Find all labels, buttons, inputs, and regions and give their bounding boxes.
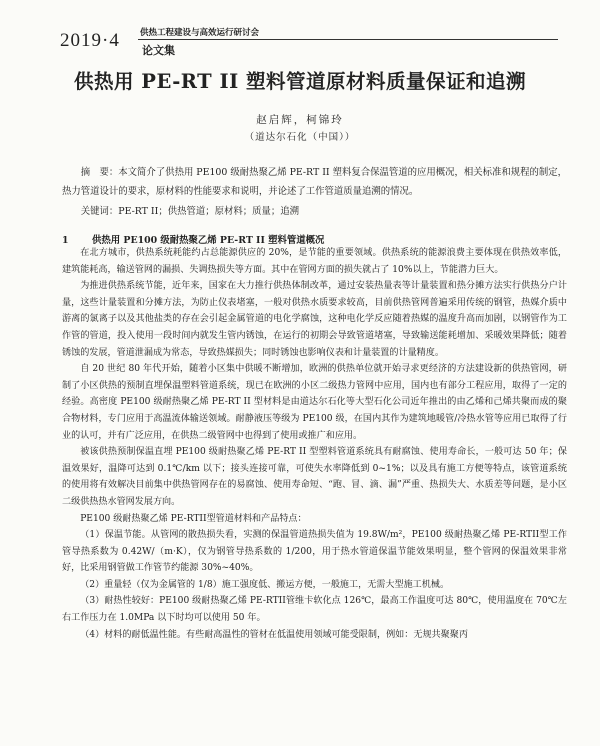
section-title: 供热用 PE100 级耐热聚乙烯 PE-RT II 塑料管道概况 [92, 235, 325, 246]
conference-name: 供热工程建设与高效运行研讨会 [140, 28, 260, 38]
body-text [62, 245, 567, 643]
header-rule [138, 39, 558, 40]
paragraph: （4）材料的耐低温性能。有些耐高温性的管材在低温使用领域可能受限制，例如：无规共聚聚丙 [80, 629, 468, 640]
paragraph: 自 20 世纪 80 年代开始，随着小区集中供暖不断增加，欧洲的供热单位就开始寻求更经济的方法建设新的供热管网，研制了小区供热的预制直埋保温塑料管道系统，现已在欧洲的小区二级热力管网中应用，国内也有部分工程应用，取得了一定的经验。高密度 PE100 级耐热聚乙烯 PE-RT II 型材料是由道达尔石化等大型石化公司近年推出的由乙烯和己烯共聚而成的聚合物材料，专门应用于高温流体输送领域。耐静液压等级为 PE100 级，在国内其作为建筑地暖管/冷热水管等应用已取得了行业的认可，并有广泛应用，在供热二级管网中也得到了使用或推广和应用。 [62, 364, 567, 441]
collection-label: 论文集 [142, 44, 175, 57]
section-heading [62, 232, 567, 246]
paper-title: 供热用 PE-RT II 塑料管道原材料质量保证和追溯 [74, 70, 526, 93]
affiliation: （道达尔石化（中国）） [244, 132, 356, 143]
section-number: 1 [62, 235, 69, 246]
abstract: 摘 要：本文简介了供热用 PE100 级耐热聚乙烯 PE-RT II 塑料复合保温管道的应用概况，相关标准和规程的制定，热力管道设计的要求，原材料的性能要求和说明，并论述了工作管道质量追溯的情况。 [62, 167, 567, 197]
authors: 赵启辉，柯锦玲 [256, 114, 344, 126]
paragraph: 在北方城市，供热系统耗能约占总能源供应的 20%，是节能的重要领域。供热系统的能源浪费主要体现在供热效率低，建筑能耗高，输送管网的漏损、失调热损失等方面。其中在管网方面的损失就占了 10%以上，节能潜力巨大。 [62, 248, 567, 275]
paragraph: 为推进供热系统节能，近年来，国家在大力推行供热体制改革，通过安装热量表等计量装置和热分摊方法实行供热分户计量，这些计量装置和分摊方法，为防止仪表堵塞，一般对供热水质要求较高，目前供热管网普遍采用传统的钢管，热媒介质中游离的氯离子以及其他盐类的存在会引起金属管道的电化学腐蚀，这种电化学反应随着热媒的温度升高而加剧，以钢管作为工作管的管道，投入使用一段时间内就发生管内锈蚀，在运行的初期会导致管道堵塞，导致输送能耗增加、采暖效果降低；随着锈蚀的发展，管道泄漏成为常态，导致热媒损失；同时锈蚀也影响仪表和计量装置的计量精度。 [62, 281, 567, 358]
paragraph: 被该供热预制保温直埋 PE100 级耐热聚乙烯 PE-RT II 型塑料管道系统具有耐腐蚀、使用寿命长，一般可达 50 年；保温效果好，温降可达到 0.1℃/km 以下；接头连接可靠，可使失水率降低到 0~1%；以及具有施工方便等特点，该管道系统的使用将有效解决目前集中供热管网存在的易腐蚀、使用寿命短、“跑、冒、滴、漏”严重、热损失大、水质差等问题，是小区二级供热热水管网发展方向。 [62, 447, 567, 507]
page-header [60, 26, 560, 66]
paragraph: PE100 级耐热聚乙烯 PE-RTII型管道材料和产品特点： [80, 513, 307, 524]
issue-year: 2019·4 [60, 30, 120, 51]
paragraph: （3）耐热性较好：PE100 级耐热聚乙烯 PE-RTII管维卡软化点 126℃，最高工作温度可达 80℃，使用温度在 70℃左右工作压力在 1.0MPa 以下时均可以使用 50 年。 [62, 596, 567, 624]
paragraph: （2）重量轻（仅为金属管的 1/8）施工强度低、搬运方便，一般施工，无需大型施工机械。 [80, 579, 450, 590]
paragraph: （1）保温节能。从管网的散热损失看，实测的保温管道热损失值为 19.8W/m²，PE100 级耐热聚乙烯 PE-RTII型工作管导热系数为 0.42W/（m·K），仅为钢管导热系数的 1/200，用于热水管道保温节能效果明显，整个管网的保温效果非常好，比采用钢管做工作管节约能源 30%~40%。 [62, 530, 567, 574]
keywords: 关键词：PE-RT II；供热管道；原材料；质量；追溯 [80, 206, 299, 217]
